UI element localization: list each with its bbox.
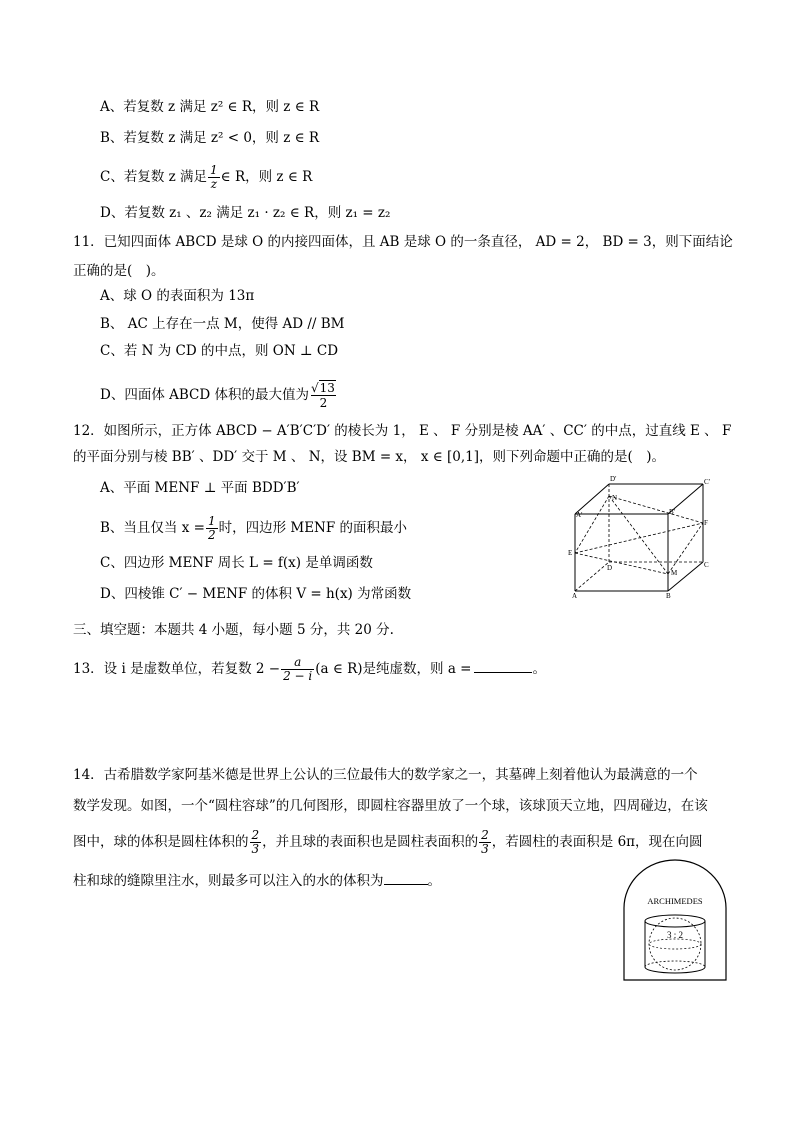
q12-option-b-prefix: B、当且仅当 x = — [100, 520, 205, 536]
fraction-numerator: 2 — [251, 828, 260, 842]
q14-line4 — [73, 871, 441, 891]
q10-option-b: B、若复数 z 满足 z² < 0，则 z ∈ R — [100, 130, 320, 146]
sqrt-numerator: √13 — [310, 381, 335, 395]
q11-option-d — [100, 381, 338, 410]
cube-label-n: N — [612, 494, 618, 502]
q14-line4-end: 。 — [427, 873, 441, 889]
cube-figure — [565, 474, 715, 602]
fraction-numerator: 2 — [481, 828, 489, 842]
q10-option-d: D、若复数 z₁ 、z₂ 满足 z₁ · z₂ ∈ R，则 z₁ = z₂ — [100, 205, 391, 221]
cube-label-c-prime: C′ — [704, 478, 711, 486]
q13-prefix: 13．设 i 是虚数单位，若复数 2 − — [73, 661, 281, 677]
q14-line3 — [73, 829, 703, 856]
q14-line3-part-a: 图中，球的体积是圆柱体积的 — [73, 834, 249, 850]
q14-line3-part-b: ，并且球的表面积也是圆柱表面积的 — [262, 834, 479, 850]
section-3-heading: 三、填空题：本题共 4 小题，每小题 5 分，共 20 分. — [73, 622, 394, 638]
q12-option-c: C、四边形 MENF 周长 L = f(x) 是单调函数 — [100, 555, 373, 571]
fraction-denominator: 2 — [207, 528, 216, 542]
q14-fraction-2 — [479, 829, 491, 856]
q11-option-d-prefix: D、四面体 ABCD 体积的最大值为 — [100, 387, 309, 403]
radicand: 13 — [319, 381, 335, 395]
fraction-denominator: 3 — [251, 842, 260, 856]
archimedes-tombstone-figure — [622, 858, 728, 982]
q12-stem-line2: 的平面分别与棱 BB′ 、DD′ 交于 M 、 N，设 BM = x， x ∈ [0,1]，则下列命题中正确的是( )。 — [73, 449, 666, 465]
fraction-denominator: 2 — [319, 396, 328, 410]
q13-end: 。 — [532, 661, 546, 677]
cube-label-b-prime: B′ — [669, 508, 676, 516]
q14-fraction-1 — [250, 829, 262, 856]
q10-option-c — [100, 164, 312, 191]
cube-label-e: E — [568, 549, 573, 557]
q14-answer-blank — [384, 872, 428, 885]
q11-stem-line1: 11．已知四面体 ABCD 是球 O 的内接四面体，且 AB 是球 O 的一条直径， AD = 2， BD = 3，则下面结论 — [73, 234, 733, 250]
q13-answer-blank — [474, 660, 532, 673]
q12-option-b-fraction — [206, 515, 218, 542]
q14-line3-part-c: ，若圆柱的表面积是 6π，现在向圆 — [491, 834, 703, 850]
q14-line4-text: 柱和球的缝隙里注水，则最多可以注入的水的体积为 — [73, 873, 384, 889]
fraction-denominator: z — [210, 177, 218, 191]
q12-option-b — [100, 515, 407, 542]
q13-suffix: (a ∈ R)是纯虚数，则 a = — [315, 661, 472, 677]
q14-line1: 14．古希腊数学家阿基米德是世界上公认的三位最伟大的数学家之一，其墓碑上刻着他认为最满意的一个 — [73, 767, 698, 783]
q13-fraction — [281, 656, 314, 683]
fraction-numerator: 1 — [207, 514, 216, 528]
q10-option-c-suffix: ∈ R，则 z ∈ R — [220, 169, 313, 185]
archimedes-ratio: 3 : 2 — [666, 930, 684, 940]
cube-label-m: M — [671, 569, 678, 577]
cube-label-a-prime: A′ — [576, 511, 583, 519]
fraction-denominator: 3 — [481, 842, 489, 856]
cube-label-b: B — [666, 592, 671, 600]
q11-stem-line2: 正确的是( )。 — [73, 263, 165, 279]
q12-option-a: A、平面 MENF ⊥ 平面 BDD′B′ — [100, 480, 300, 496]
q11-option-b: B、 AC 上存在一点 M，使得 AD // BM — [100, 316, 345, 332]
cube-label-d: D — [607, 564, 613, 572]
cube-label-d-prime: D′ — [610, 475, 617, 483]
q13-line — [73, 656, 546, 683]
q10-option-a: A、若复数 z 满足 z² ∈ R，则 z ∈ R — [100, 99, 320, 115]
cube-label-c: C — [704, 561, 709, 569]
q12-stem-line1: 12．如图所示，正方体 ABCD − A′B′C′D′ 的棱长为 1， E 、 F 分别是棱 AA′ 、CC′ 的中点，过直线 E 、 F — [73, 423, 732, 439]
q12-option-d: D、四棱锥 C′ − MENF 的体积 V = h(x) 为常函数 — [100, 586, 412, 602]
fraction-numerator: 1 — [210, 163, 218, 177]
q11-option-c: C、若 N 为 CD 的中点，则 ON ⊥ CD — [100, 343, 339, 359]
q10-option-c-fraction — [208, 164, 220, 191]
cube-label-a: A — [572, 592, 578, 600]
fraction-numerator: a — [281, 656, 314, 670]
q10-option-c-prefix: C、若复数 z 满足 — [100, 169, 208, 185]
cube-label-f: F — [704, 519, 708, 527]
archimedes-title: ARCHIMEDES — [647, 896, 703, 906]
q12-option-b-suffix: 时，四边形 MENF 的面积最小 — [218, 520, 408, 536]
q11-option-d-fraction — [311, 381, 336, 410]
q11-option-a: A、球 O 的表面积为 13π — [100, 288, 255, 304]
fraction-denominator: 2 − i — [283, 669, 313, 683]
q14-line2: 数学发现。如图，一个“圆柱容球”的几何图形，即圆柱容器里放了一个球，该球顶天立地，四周碰边，在该 — [73, 798, 708, 814]
